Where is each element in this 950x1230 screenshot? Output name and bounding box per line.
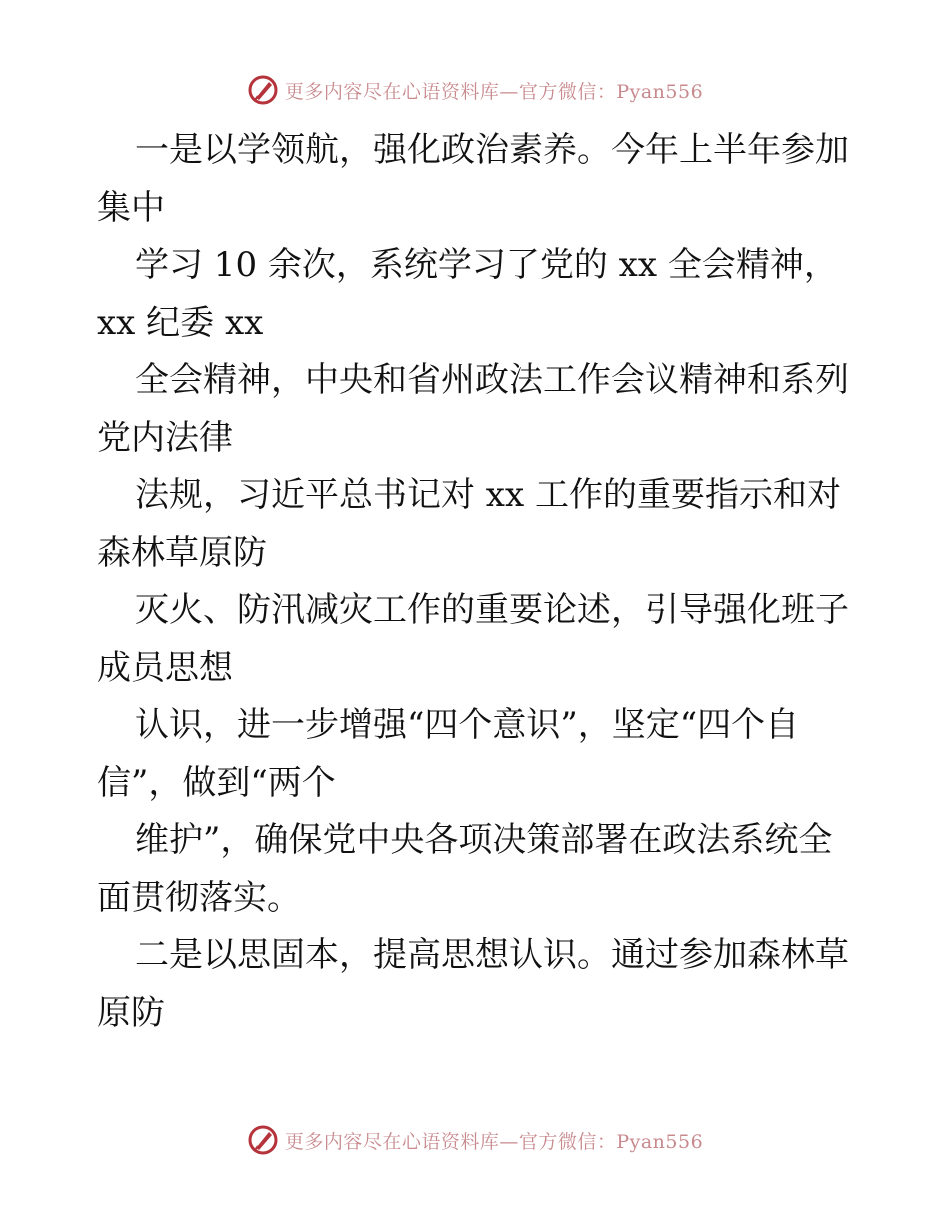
text-line: 党内法律: [97, 417, 233, 458]
footer-banner-text: 更多内容尽在心语资料库—官方微信：Pyan556: [284, 1130, 704, 1153]
text-line: 一是以学领航，强化政治素养。今年上半年参加: [135, 130, 849, 170]
text-line: 二是以思固本，提高思想认识。通过参加森林草: [135, 935, 849, 975]
quill-pen-logo-icon: [247, 74, 279, 106]
header-banner-text: 更多内容尽在心语资料库—官方微信：Pyan556: [284, 80, 704, 103]
text-line: 集中: [97, 187, 165, 228]
text-line: 原防: [97, 992, 165, 1033]
text-line: 全会精神，中央和省州政法工作会议精神和系列: [135, 360, 849, 400]
text-line: 森林草原防: [97, 532, 267, 573]
text-line: 学习 10 余次，系统学习了党的 xx 全会精神，: [135, 245, 838, 285]
text-line: 成员思想: [97, 647, 233, 688]
quill-pen-logo-icon: [247, 1124, 279, 1156]
text-line: 面贯彻落实。: [97, 877, 301, 918]
text-line: 维护”，确保党中央各项决策部署在政法系统全: [135, 820, 833, 860]
text-line: 法规，习近平总书记对 xx 工作的重要指示和对: [135, 475, 841, 515]
footer-banner: [0, 1120, 950, 1160]
text-line: 认识，进一步增强“四个意识”，坚定“四个自: [135, 705, 800, 745]
text-line: 灭火、防汛减灾工作的重要论述，引导强化班子: [135, 590, 849, 630]
text-line: xx 纪委 xx: [97, 302, 264, 343]
header-banner: [0, 70, 950, 110]
text-line: 信”，做到“两个: [97, 762, 336, 803]
body-text: [97, 122, 857, 1042]
